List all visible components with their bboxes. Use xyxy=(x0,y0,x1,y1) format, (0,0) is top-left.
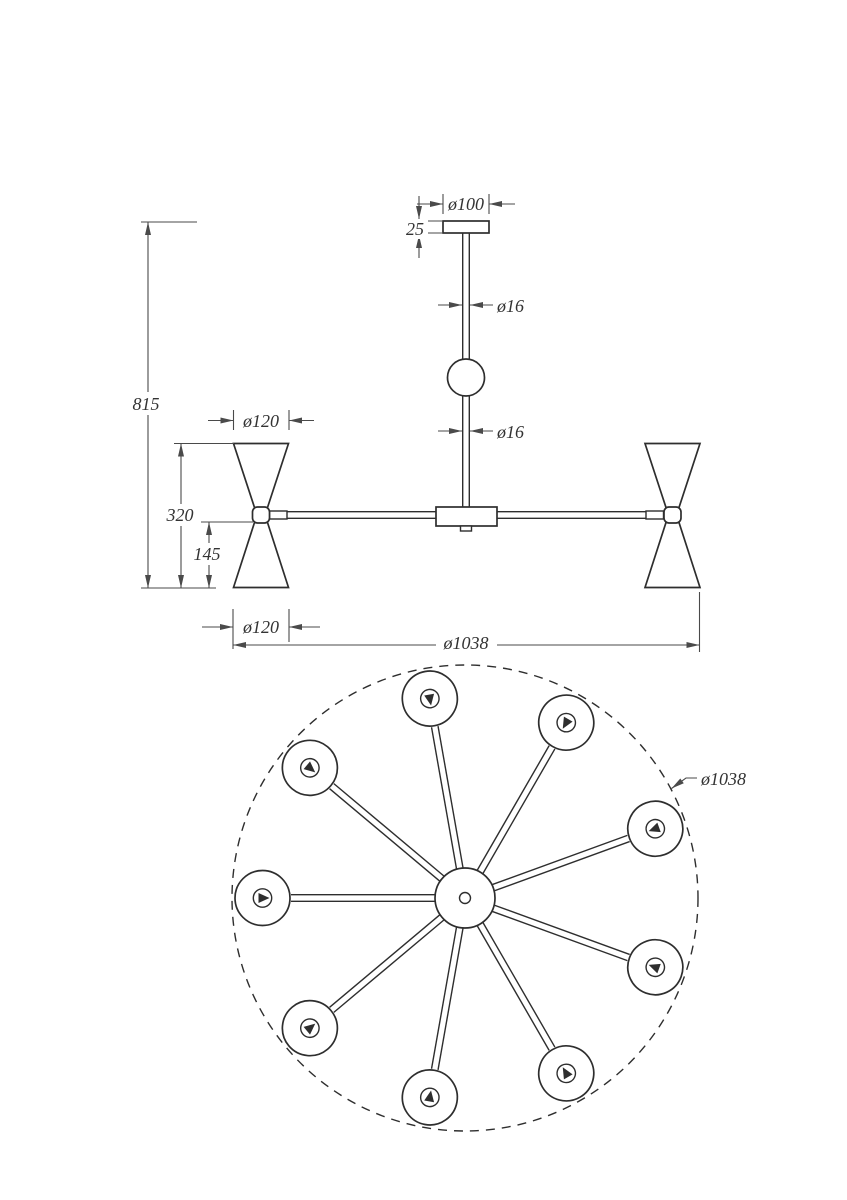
plan-arm-assembly xyxy=(271,729,461,901)
dim-shade-height xyxy=(161,444,234,589)
plan-center-pin xyxy=(460,893,471,904)
dim-canopy-height xyxy=(402,196,442,258)
dim-shade-height-label: 320 xyxy=(166,505,194,525)
dim-plan-overall-diameter xyxy=(672,769,747,789)
dim-canopy-diameter-label: ø100 xyxy=(448,194,484,214)
left-shade-lower-cone xyxy=(234,523,289,588)
plan-arm xyxy=(482,921,555,1047)
plan-arm-assembly xyxy=(455,685,604,887)
left-shade-waist xyxy=(253,507,270,523)
dim-stem-diameter-upper xyxy=(438,296,524,316)
plan-arm xyxy=(482,749,555,875)
right-socket xyxy=(646,511,664,519)
dim-shade-diameter-top xyxy=(208,410,314,431)
plan-arm-assembly xyxy=(482,793,691,914)
plan-arm xyxy=(476,746,549,872)
right-shade-waist xyxy=(664,507,681,523)
right-shade-upper-cone xyxy=(645,444,700,508)
front-geometry xyxy=(234,221,701,588)
plan-arm xyxy=(330,913,442,1007)
hub-tab xyxy=(461,526,472,531)
plan-arm xyxy=(492,904,629,954)
plan-arm xyxy=(334,919,446,1013)
plan-arm-assembly xyxy=(235,871,437,926)
ceiling-canopy xyxy=(443,221,489,233)
plan-arm-assembly xyxy=(455,908,604,1110)
plan-arm-assembly xyxy=(398,667,487,875)
plan-arm xyxy=(330,789,442,883)
dim-total-height-label: 815 xyxy=(132,394,160,414)
dim-shade-diameter-bottom xyxy=(202,609,320,649)
dim-overall-diameter xyxy=(233,592,700,653)
dim-shade-diameter-bottom-label: ø120 xyxy=(243,617,279,637)
plan-arm xyxy=(438,926,463,1070)
dim-shade-diameter-top-label: ø120 xyxy=(243,411,279,431)
dim-shade-lower-height-label: 145 xyxy=(193,544,221,564)
plan-arm xyxy=(334,784,446,878)
plan-arm xyxy=(490,835,627,885)
plan-arm-assembly xyxy=(271,895,461,1067)
front-view xyxy=(128,194,700,653)
plan-arm xyxy=(432,925,457,1069)
dim-total-height xyxy=(128,222,216,588)
plan-view xyxy=(232,665,746,1131)
plan-arm xyxy=(490,911,627,961)
dim-stem-diameter-lower xyxy=(438,422,524,442)
plan-arm xyxy=(438,726,463,870)
left-socket xyxy=(270,511,288,519)
dim-canopy-diameter xyxy=(417,194,515,214)
plan-arm xyxy=(432,727,457,871)
decorative-ball xyxy=(448,359,485,396)
dim-canopy-height-label: 25 xyxy=(406,219,424,239)
plan-arm-assembly xyxy=(398,921,487,1129)
dim-overall-diameter-label: ø1038 xyxy=(443,633,489,653)
plan-arm xyxy=(476,924,549,1050)
dim-stem-diameter-upper-label: ø16 xyxy=(497,296,524,316)
plan-arm xyxy=(492,842,629,892)
center-hub xyxy=(436,507,497,526)
dim-plan-overall-diameter-label: ø1038 xyxy=(701,769,746,789)
right-shade-lower-cone xyxy=(645,523,700,588)
dim-stem-diameter-lower-label: ø16 xyxy=(497,422,524,442)
plan-arm-assembly xyxy=(482,882,691,1003)
left-shade-upper-cone xyxy=(234,444,289,508)
